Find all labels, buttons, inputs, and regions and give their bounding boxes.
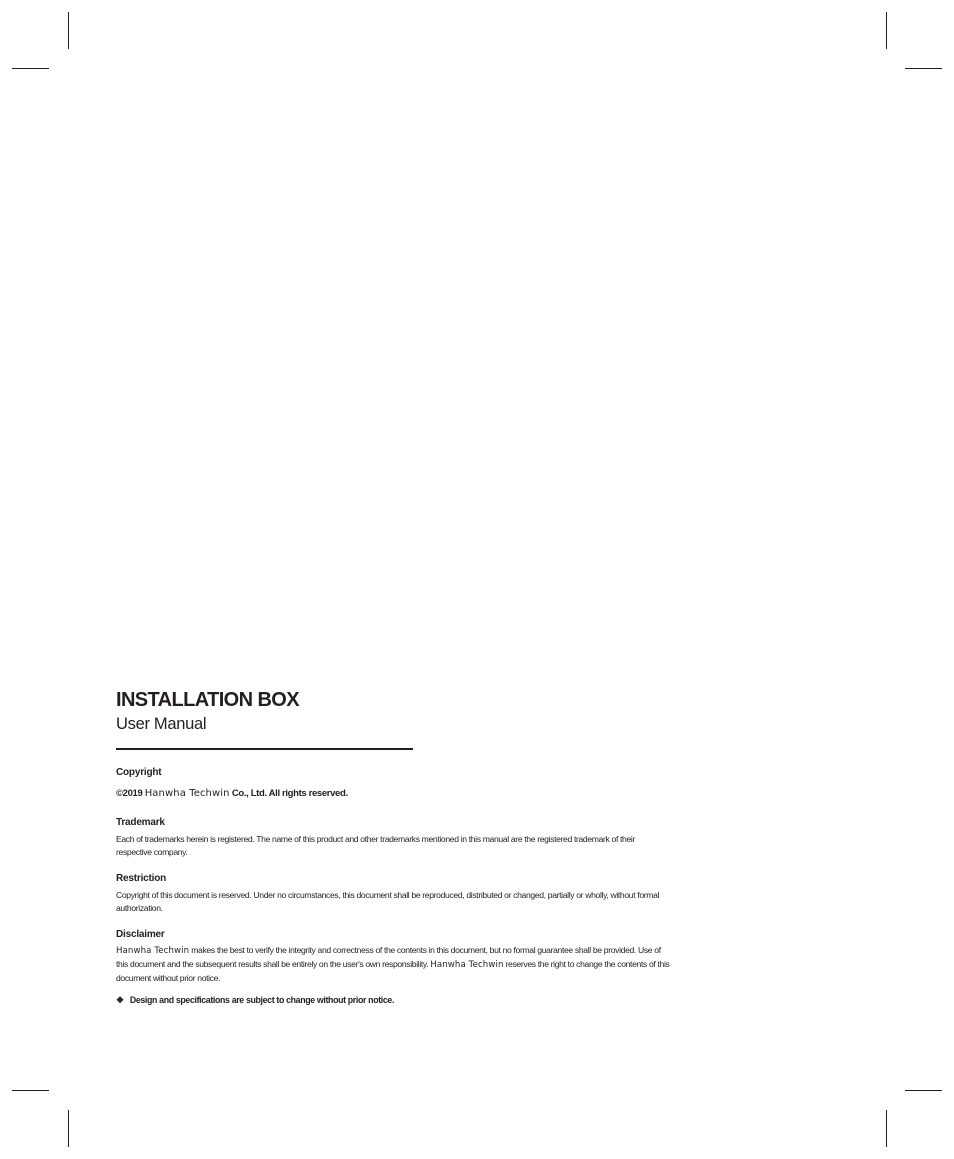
copyright-year: ©2019	[116, 788, 143, 799]
copyright-suffix: Co., Ltd. All rights reserved.	[231, 788, 348, 799]
change-notice-text: Design and specifications are subject to change without prior notice.	[129, 995, 395, 1005]
disclaimer-text-part1: makes the best to verify the integrity and correctness of the contents in this document, but no formal guarantee shall be provided. Use of this document and the subsequent results shall be entirely on the user's own responsibility.	[116, 945, 661, 969]
brand-name: Hanwha Techwin	[430, 960, 504, 970]
disclaimer-section	[116, 929, 672, 985]
restriction-heading: Restriction	[116, 873, 167, 884]
four-diamond-icon: ❖	[116, 995, 124, 1005]
disclaimer-text	[116, 944, 672, 985]
restriction-section	[116, 873, 672, 915]
copyright-heading: Copyright	[116, 767, 162, 778]
crop-mark-top-right-horizontal	[905, 68, 942, 69]
disclaimer-text-part2: reserves the right to change the contents of this document without prior notice.	[116, 959, 670, 983]
copyright-section	[116, 767, 672, 800]
crop-mark-bottom-left-vertical	[68, 1110, 69, 1147]
crop-mark-top-left-vertical	[68, 12, 69, 49]
change-notice	[116, 994, 672, 1006]
restriction-text: Copyright of this document is reserved. Under no circumstances, this document shall be reproduced, distributed or changed, partially or wholly, without formal authorization.	[116, 890, 660, 913]
copyright-text	[116, 788, 672, 800]
title-divider	[116, 748, 413, 750]
crop-mark-bottom-right-horizontal	[905, 1090, 942, 1091]
brand-name: Hanwha Techwin	[116, 946, 190, 956]
trademark-heading: Trademark	[116, 817, 165, 828]
crop-mark-bottom-right-vertical	[886, 1110, 887, 1147]
document-title: INSTALLATION BOX	[116, 689, 299, 711]
trademark-text: Each of trademarks herein is registered. The name of this product and other trademarks mentioned in this manual are the registered trademark of their respective company.	[116, 834, 635, 857]
disclaimer-heading: Disclaimer	[116, 929, 165, 940]
crop-mark-top-right-vertical	[886, 12, 887, 49]
trademark-section	[116, 817, 672, 859]
document-content	[116, 688, 672, 1006]
document-subtitle: User Manual	[116, 715, 207, 733]
crop-mark-bottom-left-horizontal	[12, 1090, 49, 1091]
crop-mark-top-left-horizontal	[12, 68, 49, 69]
brand-name: Hanwha Techwin	[144, 788, 230, 799]
